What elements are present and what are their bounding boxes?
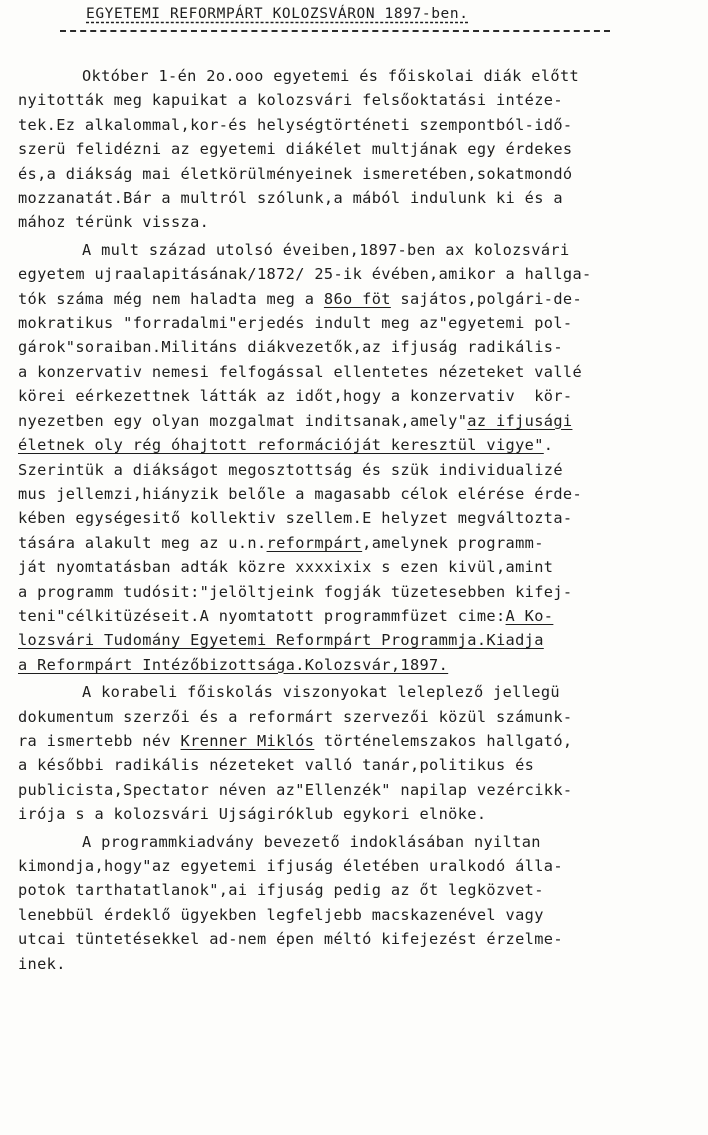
underlined-text: lozsvári Tudomány Egyetemi Reformpárt Programmja.Kiadja (18, 631, 544, 650)
text-line (18, 729, 678, 753)
text-run: a későbbi radikális nézeteket valló tanár,politikus és (18, 756, 535, 775)
document-title: EGYETEMI REFORMPÁRT KOLOZSVÁRON 1897-ben. (86, 6, 469, 22)
text-line (18, 287, 678, 311)
text-run: A programmkiadvány bevezető indoklásában nyiltan (82, 832, 541, 851)
text-line (18, 604, 678, 628)
text-run: tek.Ez alkalommal,kor-és helységtörténeti szempontból-idő- (18, 115, 573, 134)
underlined-text: a Reformpárt Intézőbizottsága.Kolozsvár,1897. (18, 655, 449, 674)
text-run: ját nyomtatásban adták közre xxxxixix s ezen kivül,amint (18, 558, 554, 577)
text-line (18, 705, 678, 729)
text-run: . (543, 436, 554, 455)
text-line (18, 653, 678, 677)
text-run: sajátos,polgári-de- (390, 289, 583, 308)
text-run: publicista,Spectator néven az"Ellenzék" napilap vezércikk- (18, 780, 573, 799)
text-run: szerü felidézni az egyetemi diákélet multjának egy érdekes (18, 140, 573, 159)
text-run: teni"célkitüzéseit.A nyomtatott programmfüzet cime: (18, 606, 506, 625)
text-run: inek. (18, 954, 66, 973)
text-run: a programm tudósit:"jelöltjeink fogják tüzetesebben kifej- (18, 582, 573, 601)
underlined-text: A Ko- (505, 606, 554, 625)
document-body (18, 64, 678, 976)
text-line (18, 628, 678, 652)
text-line (18, 506, 678, 530)
text-run: potok tarthatatlanok",ai ifjuság pedig az őt legközvet- (18, 881, 544, 900)
text-run: mozzanatát.Bár a multról szólunk,a mából indulunk ki és a (18, 189, 563, 208)
text-run: ,amelynek programm- (362, 533, 544, 552)
text-line (18, 262, 678, 286)
text-line (18, 952, 678, 976)
text-line (18, 186, 678, 210)
text-line (18, 802, 678, 826)
title-double-rule (60, 30, 610, 32)
text-line (18, 580, 678, 604)
text-run: A mult század utolsó éveiben,1897-ben ax kolozsvári (82, 240, 570, 259)
text-run: kimondja,hogy"az egyetemi ifjuság életében uralkodó álla- (18, 857, 563, 875)
text-line (18, 162, 678, 186)
text-line (18, 531, 678, 555)
text-run: mus jellemzi,hiányzik belőle a magasabb célok elérése érde- (18, 484, 583, 503)
text-run: dokumentum szerzői és a reformárt szervezői közül számunk- (18, 707, 573, 726)
text-line (18, 854, 678, 878)
text-line (18, 778, 678, 802)
text-line (18, 64, 678, 88)
text-line (18, 680, 678, 704)
text-run: körei eérkezettnek látták az időt,hogy a konzervativ kör- (18, 387, 573, 406)
text-line (18, 753, 678, 777)
text-line (18, 113, 678, 137)
paragraph (18, 238, 678, 677)
paragraph (18, 680, 678, 826)
underlined-text: életnek oly rég óhajtott reformációját keresztül vigye" (18, 436, 544, 455)
text-run: utcai tüntetésekkel ad-nem épen méltó kifejezést érzelme- (18, 930, 563, 949)
text-line (18, 927, 678, 951)
text-line (18, 238, 678, 262)
text-line (18, 482, 678, 506)
underlined-text: 86o föt (323, 289, 391, 308)
text-line (18, 903, 678, 927)
text-run: és,a diákság mai életkörülményeinek ismeretében,sokatmondó (18, 164, 573, 183)
text-run: tók száma még nem haladta meg a (18, 289, 324, 308)
text-line (18, 830, 678, 854)
text-run: lenebbül érdeklő ügyekben legfeljebb macskazenével vagy (18, 905, 544, 924)
text-line (18, 88, 678, 112)
text-line (18, 311, 678, 335)
text-line (18, 360, 678, 384)
text-run: mokratikus "forradalmi"erjedés indult meg az"egyetemi pol- (18, 314, 573, 333)
text-run: irója s a kolozsvári Ujságiróklub egykori elnöke. (18, 805, 487, 824)
text-line (18, 878, 678, 902)
text-run: A korabeli főiskolás viszonyokat leleplező jellegü (82, 683, 560, 702)
text-line (18, 555, 678, 579)
text-line (18, 137, 678, 161)
text-line (18, 384, 678, 408)
text-line (18, 210, 678, 234)
text-run: Szerintük a diákságot megosztottság és szük individualizé (18, 460, 563, 479)
text-run: nyezetben egy olyan mozgalmat inditsanak,amely" (18, 411, 468, 430)
underlined-text: az ifjusági (467, 411, 573, 430)
paragraph (18, 830, 678, 976)
text-run: gárok"soraiban.Militáns diákvezetők,az ifjuság radikális- (18, 338, 563, 357)
text-run: kében egységesitő kollektiv szellem.E helyzet megváltozta- (18, 509, 573, 528)
text-line (18, 433, 678, 457)
text-line (18, 409, 678, 433)
text-run: történelemszakos hallgató, (314, 731, 573, 750)
text-run: nyitották meg kapuikat a kolozsvári felsőoktatási intéze- (18, 91, 563, 110)
underlined-text: Krenner Miklós (180, 731, 315, 750)
text-line (18, 458, 678, 482)
text-run: mához térünk vissza. (18, 213, 210, 232)
text-run: Október 1-én 2o.ooo egyetemi és főiskolai diák előtt (82, 67, 580, 85)
text-run: tására alakult meg az u.n. (18, 533, 267, 552)
paragraph (18, 64, 678, 235)
text-run: a konzervativ nemesi felfogással ellentetes nézeteket vallé (18, 362, 583, 381)
underlined-text: reformpárt (266, 533, 363, 552)
text-run: egyetem ujraalapitásának/1872/ 25-ik évében,amikor a hallga- (18, 265, 592, 284)
text-run: ra ismertebb név (18, 731, 181, 750)
text-line (18, 335, 678, 359)
